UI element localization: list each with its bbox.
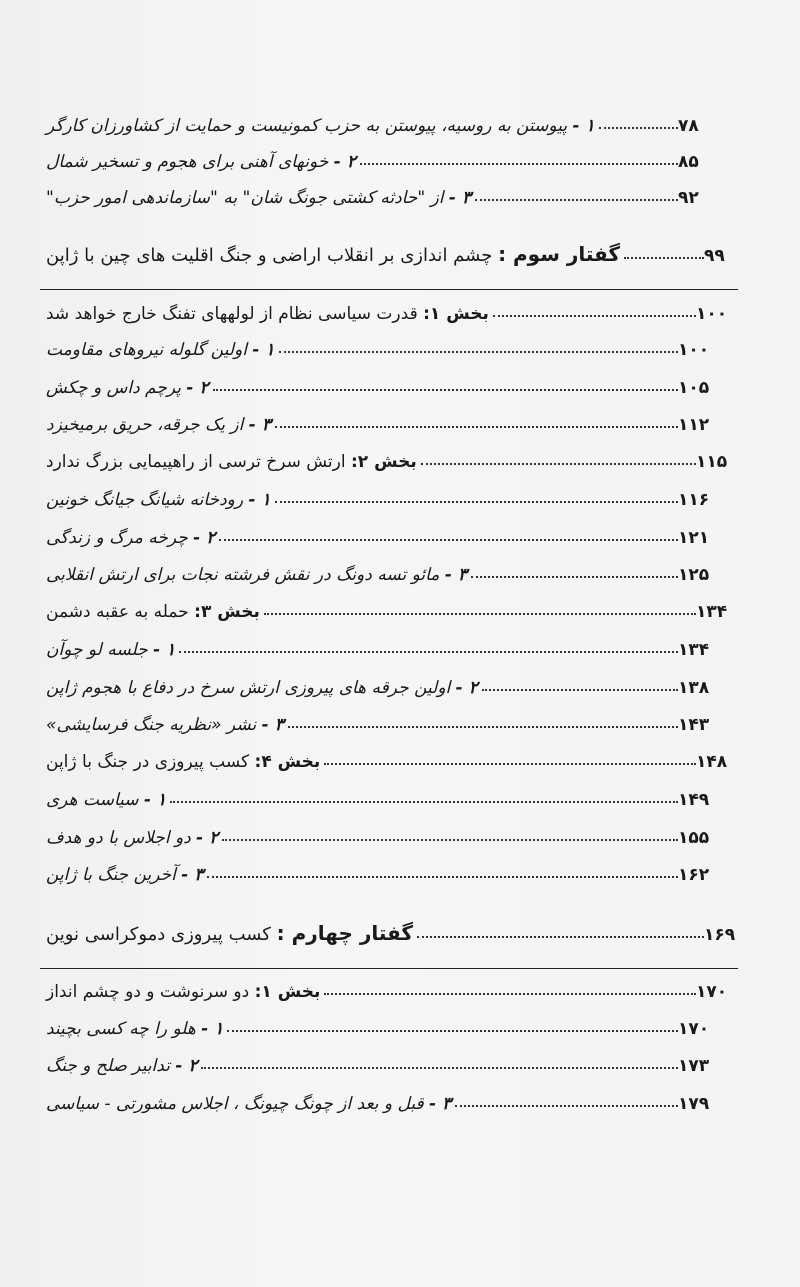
- toc-entry-prefix: ۳ -: [248, 415, 271, 435]
- toc-entry-text: نشر «نظریه جنگ فرسایشی»: [46, 715, 262, 735]
- toc-entry-prefix: ۲ -: [455, 678, 478, 698]
- toc-entry-text: دو سرنوشت و دو چشم انداز: [46, 982, 255, 1002]
- toc-entry-text: کسب پیروزی در جنگ با ژاپن: [46, 752, 255, 772]
- toc-page-number: ۱۷۳: [678, 1056, 710, 1076]
- toc-entry-prefix: بخش ۴:: [254, 752, 321, 772]
- toc-entry-title: [40, 490, 271, 510]
- toc-entry-prefix: ۳ -: [448, 188, 472, 208]
- toc-page-number: ۱۳۴: [696, 602, 728, 622]
- dot-leader: [482, 689, 678, 691]
- toc-item: [40, 1082, 712, 1114]
- toc-entry-title: [40, 1019, 223, 1039]
- toc-entry-prefix: ۱ -: [572, 116, 595, 136]
- dot-leader: [201, 1067, 678, 1069]
- toc-item: [40, 403, 712, 435]
- toc-entry-title: [40, 565, 467, 585]
- dot-leader: [219, 539, 678, 541]
- toc-entry-text: چشم اندازی بر انقلاب اراضی و جنگ اقلیت های چین با ژاپن: [46, 245, 499, 266]
- toc-entry-title: [40, 982, 320, 1002]
- toc-entry-prefix: ۱ -: [248, 490, 271, 510]
- toc-entry-text: حمله به عقبه دشمن: [46, 602, 195, 622]
- dot-leader: [360, 163, 678, 165]
- dot-leader: [279, 351, 678, 353]
- dot-leader: [475, 199, 678, 201]
- toc-page-number: ۱۱۲: [678, 415, 710, 435]
- toc-item: [40, 628, 712, 660]
- toc-entry-prefix: گفتار سوم :: [498, 242, 621, 266]
- toc-entry-text: پرچم داس و چکش: [46, 378, 187, 398]
- toc-page-number: ۹۲: [678, 188, 699, 208]
- toc-page-number: ۱۵۵: [678, 828, 710, 848]
- toc-entry-title: [40, 415, 271, 435]
- toc-entry-title: [40, 715, 284, 735]
- toc-item: [40, 104, 712, 136]
- toc-page-number: ۱۶۲: [678, 865, 710, 885]
- toc-page-number: ۸۵: [678, 152, 699, 172]
- toc-entry-text: پیوستن به روسیه، پیوستن به حزب کمونیست و حمایت از کشاورزان کارگر: [46, 116, 573, 136]
- chapter-underline: [40, 289, 738, 290]
- toc-entry-prefix: ۱ -: [252, 340, 275, 360]
- chapter-underline: [40, 968, 738, 969]
- dot-leader: [624, 257, 704, 259]
- toc-page-number: ۱۱۶: [678, 490, 710, 510]
- toc-entry-prefix: ۲ -: [333, 152, 356, 172]
- toc-entry-text: ارتش سرخ ترسی از راهپیمایی بزرگ ندارد: [46, 452, 351, 472]
- toc-entry-prefix: ۲ -: [196, 828, 219, 848]
- toc-page-number: ۱۶۹: [704, 925, 736, 945]
- toc-entry-title: [40, 1056, 197, 1076]
- toc-entry-prefix: گفتار چهارم :: [276, 921, 414, 945]
- toc-page-number: ۱۴۸: [696, 752, 728, 772]
- toc-page-number: ۱۳۴: [678, 640, 710, 660]
- toc-entry-prefix: ۱ -: [153, 640, 176, 660]
- toc-chapter: [40, 913, 738, 945]
- toc-entry-text: مائو تسه دونگ در نقش فرشته نجات برای ارتش انقلابی: [46, 565, 445, 585]
- toc-page-number: ۱۱۵: [696, 452, 728, 472]
- toc-page-number: ۱۰۰: [678, 340, 710, 360]
- toc-page-number: ۱۰۰: [696, 304, 728, 324]
- dot-leader: [324, 993, 696, 995]
- dot-leader: [179, 651, 678, 653]
- toc-entry-text: کسب پیروزی دموکراسی نوین: [46, 924, 277, 945]
- toc-entry-text: رودخانه شیانگ جیانگ خونین: [46, 490, 249, 510]
- toc-item: [40, 553, 712, 585]
- toc-item: [40, 1007, 712, 1039]
- dot-leader: [222, 839, 678, 841]
- dot-leader: [455, 1105, 678, 1107]
- toc-entry-title: [40, 828, 218, 848]
- toc-page-number: ۹۹: [704, 246, 725, 266]
- toc-entry-text: چرخه مرگ و زندگی: [46, 528, 194, 548]
- toc-item: [40, 853, 712, 885]
- toc-entry-title: [40, 602, 260, 622]
- dot-leader: [288, 726, 678, 728]
- toc-entry-text: اولین گلوله نیروهای مقاومت: [46, 340, 253, 360]
- toc-entry-title: [40, 452, 417, 472]
- toc-item: [40, 778, 712, 810]
- dot-leader: [170, 801, 678, 803]
- toc-item: [40, 516, 712, 548]
- toc-item: [40, 703, 712, 735]
- toc-entry-prefix: بخش ۲:: [350, 452, 417, 472]
- toc-entry-title: [40, 528, 215, 548]
- dot-leader: [207, 876, 678, 878]
- toc-entry-text: آخرین جنگ با ژاپن: [46, 865, 182, 885]
- dot-leader: [471, 576, 678, 578]
- toc-item: [40, 1044, 712, 1076]
- toc-entry-title: [40, 640, 175, 660]
- toc-entry-text: اولین جرقه های پیروزی ارتش سرخ در دفاع با هجوم ژاپن: [46, 678, 456, 698]
- toc-section: [40, 970, 730, 1002]
- toc-entry-title: [40, 678, 478, 698]
- toc-entry-title: [40, 116, 595, 136]
- dot-leader: [275, 426, 678, 428]
- toc-item: [40, 140, 712, 172]
- toc-entry-prefix: بخش ۱:: [423, 304, 489, 324]
- dot-leader: [213, 389, 679, 391]
- toc-entry-title: [40, 304, 489, 324]
- toc-entry-prefix: ۲ -: [175, 1056, 198, 1076]
- toc-entry-title: [40, 242, 620, 266]
- toc-entry-title: [40, 865, 203, 885]
- toc-page-number: ۱۴۹: [678, 790, 710, 810]
- toc-entry-text: جلسه لو چوآن: [46, 640, 154, 660]
- toc-entry-text: قبل و بعد از چونگ چیونگ ، اجلاس مشورتی - سیاسی: [46, 1094, 430, 1114]
- toc-entry-text: هلو را چه کسی بچیند: [46, 1019, 202, 1039]
- toc-page-number: ۷۸: [678, 116, 699, 136]
- toc-entry-title: [40, 790, 166, 810]
- toc-page-number: ۱۷۹: [678, 1094, 710, 1114]
- toc-item: [40, 816, 712, 848]
- toc-section: [40, 590, 730, 622]
- toc-entry-title: [40, 152, 356, 172]
- toc-page-number: ۱۳۸: [678, 678, 710, 698]
- toc-section: [40, 440, 730, 472]
- toc-entry-prefix: ۳ -: [261, 715, 284, 735]
- dot-leader: [599, 127, 678, 129]
- toc-entry-title: [40, 752, 320, 772]
- toc-entry-text: خونهای آهنی برای هجوم و تسخیر شمال: [46, 152, 334, 172]
- toc-entry-title: [40, 340, 275, 360]
- dot-leader: [421, 463, 696, 465]
- toc-entry-text: از "حادثه کشتی جونگ شان" به "سازماندهی امور حزب": [46, 188, 449, 208]
- toc-entry-prefix: ۳ -: [444, 565, 467, 585]
- toc-entry-prefix: ۲ -: [186, 378, 209, 398]
- toc-section: [40, 740, 730, 772]
- toc-page-number: ۱۲۱: [678, 528, 710, 548]
- toc-entry-title: [40, 921, 413, 945]
- toc-item: [40, 176, 712, 208]
- toc-item: [40, 328, 712, 360]
- toc-page-number: ۱۷۰: [678, 1019, 710, 1039]
- toc-item: [40, 666, 712, 698]
- toc-entry-text: تدابیر صلح و جنگ: [46, 1056, 176, 1076]
- dot-leader: [227, 1030, 678, 1032]
- dot-leader: [275, 501, 678, 503]
- toc-entry-title: [40, 188, 471, 208]
- toc-item: [40, 478, 712, 510]
- dot-leader: [324, 763, 696, 765]
- toc-item: [40, 366, 712, 398]
- toc-entry-text: دو اجلاس با دو هدف: [46, 828, 197, 848]
- toc-section: [40, 292, 730, 324]
- toc-entry-text: سیاست هری: [46, 790, 144, 810]
- toc-entry-prefix: ۳ -: [181, 865, 204, 885]
- dot-leader: [417, 936, 704, 938]
- toc-page-number: ۱۴۳: [678, 715, 710, 735]
- toc-entry-prefix: بخش ۳:: [194, 602, 260, 622]
- dot-leader: [264, 613, 696, 615]
- toc-page-number: ۱۷۰: [696, 982, 728, 1002]
- toc-page-number: ۱۲۵: [678, 565, 710, 585]
- toc-entry-prefix: ۱ -: [201, 1019, 224, 1039]
- toc-entry-title: [40, 378, 209, 398]
- dot-leader: [493, 315, 696, 317]
- toc-page-number: ۱۰۵: [678, 378, 710, 398]
- toc-entry-text: از یک جرقه، حریق برمیخیزد: [46, 415, 249, 435]
- toc-entry-title: [40, 1094, 451, 1114]
- toc-entry-prefix: ۲ -: [193, 528, 216, 548]
- toc-entry-text: قدرت سیاسی نظام از لولههای تفنگ خارج خواهد شد: [46, 304, 424, 324]
- toc-entry-prefix: ۳ -: [429, 1094, 452, 1114]
- toc-chapter: [40, 234, 738, 266]
- toc-entry-prefix: ۱ -: [143, 790, 167, 810]
- toc-entry-prefix: بخش ۱:: [254, 982, 321, 1002]
